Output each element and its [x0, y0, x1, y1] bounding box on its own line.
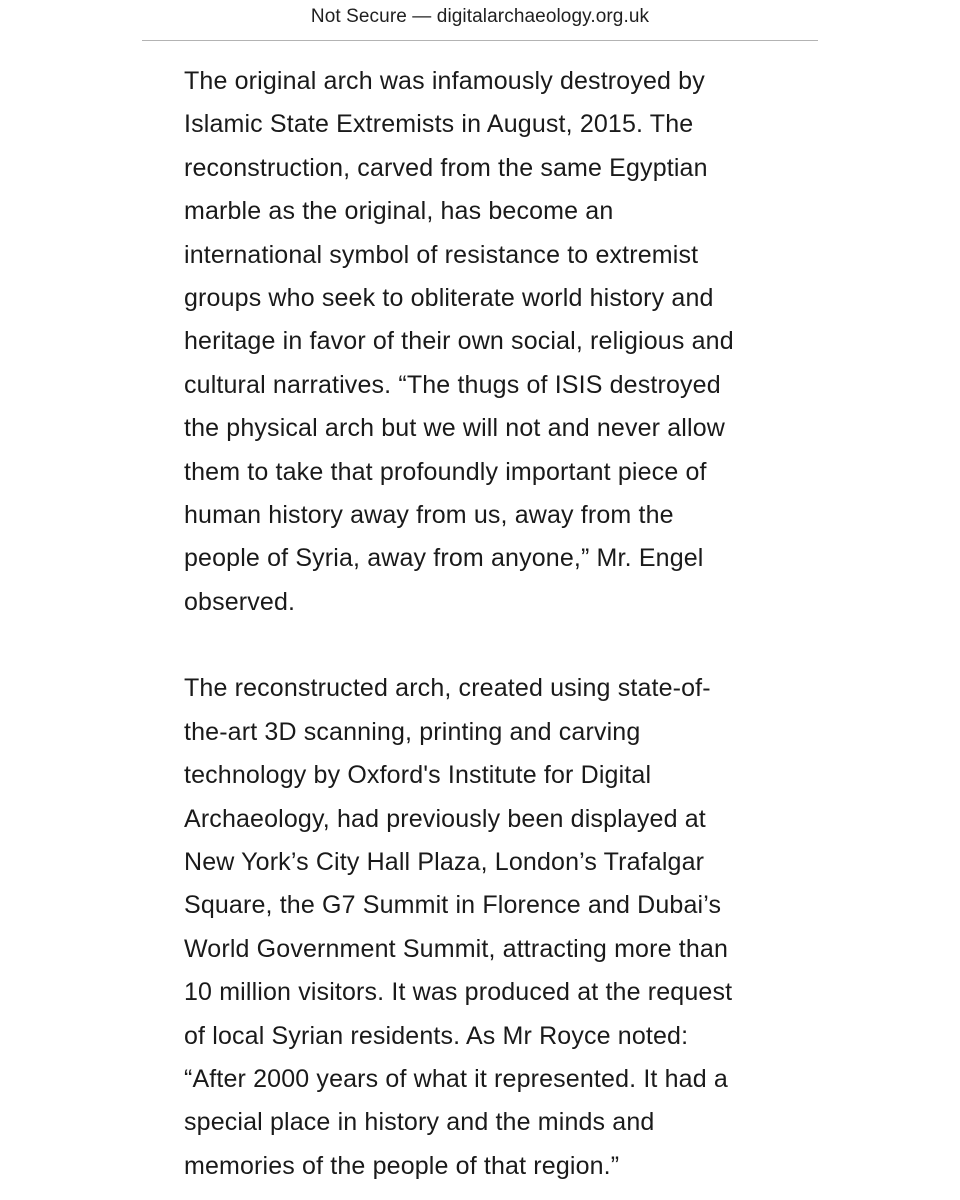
text-line: groups who seek to obliterate world history and [184, 284, 714, 313]
text-line: World Government Summit, attracting more than [184, 934, 728, 963]
text-line: heritage in favor of their own social, religious and [184, 327, 734, 356]
text-line: memories of the people of that region.” [184, 1151, 620, 1180]
text-line: international symbol of resistance to extremist [184, 240, 699, 269]
address-bar[interactable] [142, 0, 818, 41]
text-line: the physical arch but we will not and never allow [184, 414, 725, 443]
text-line: 10 million visitors. It was produced at the request [184, 978, 733, 1007]
text-line: special place in history and the minds and [184, 1108, 655, 1137]
text-line: marble as the original, has become an [184, 197, 614, 226]
text-line: observed. [184, 587, 296, 616]
text-line: of local Syrian residents. As Mr Royce noted: [184, 1021, 689, 1050]
text-line: Square, the G7 Summit in Florence and Dubai’s [184, 891, 722, 920]
article-body [184, 60, 784, 1188]
text-line: The original arch was infamously destroyed by [184, 67, 705, 95]
text-line: cultural narratives. “The thugs of ISIS destroyed [184, 370, 721, 399]
text-line: human history away from us, away from the [184, 501, 674, 530]
article-paragraph-2 [184, 667, 784, 1188]
text-line: them to take that profoundly important piece of [184, 457, 707, 486]
text-line: “After 2000 years of what it represented. It had a [184, 1064, 728, 1093]
address-bar-text[interactable]: Not Secure — digitalarchaeology.org.uk [310, 6, 650, 27]
text-line: New York’s City Hall Plaza, London’s Trafalgar [184, 847, 705, 876]
text-line: The reconstructed arch, created using state-of- [184, 674, 711, 703]
text-line: people of Syria, away from anyone,” Mr. Engel [184, 544, 704, 573]
text-line: technology by Oxford's Institute for Digital [184, 761, 652, 790]
text-line: reconstruction, carved from the same Egyptian [184, 153, 708, 182]
text-line: Islamic State Extremists in August, 2015. The [184, 110, 694, 139]
text-line: Archaeology, had previously been displayed at [184, 804, 706, 833]
article-paragraph-1 [184, 60, 784, 624]
text-line: the-art 3D scanning, printing and carving [184, 717, 641, 746]
